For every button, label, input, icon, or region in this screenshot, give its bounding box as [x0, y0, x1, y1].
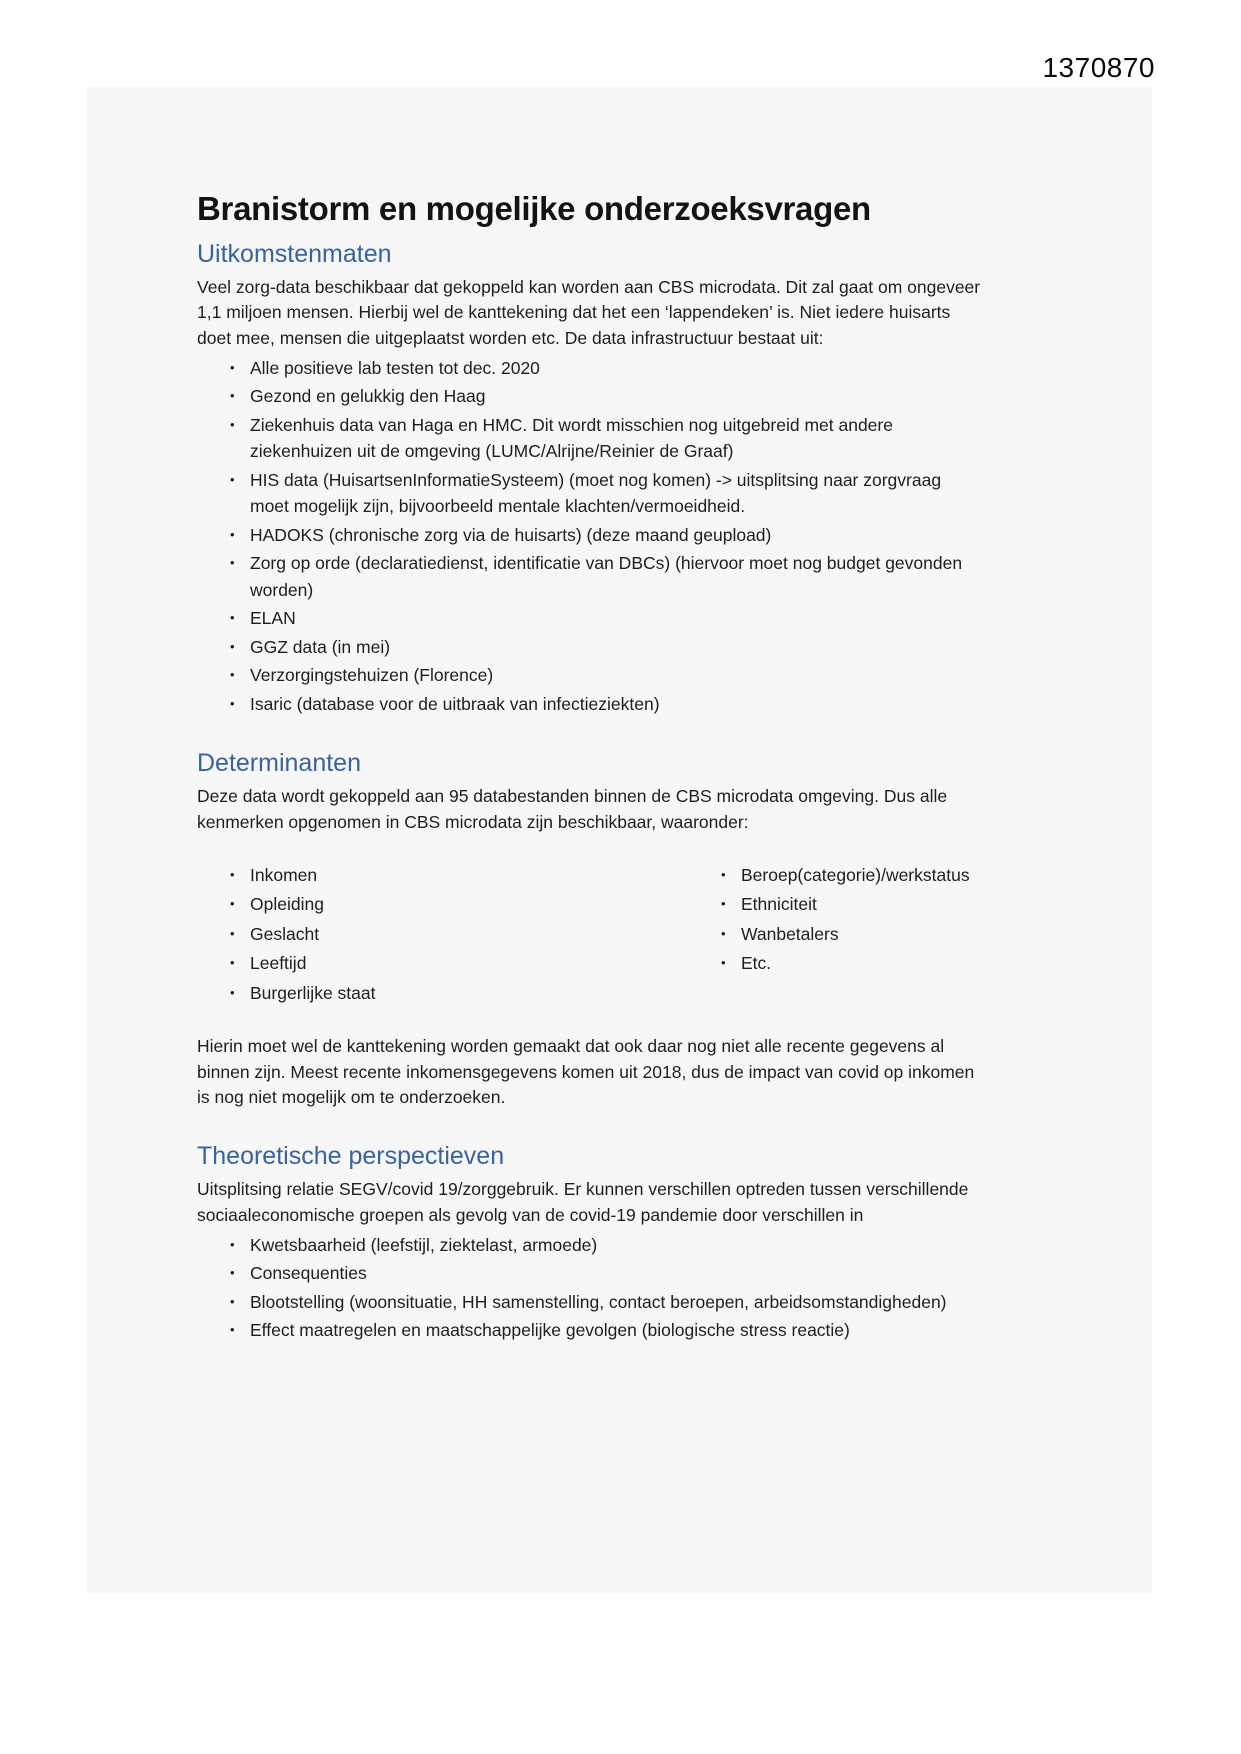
determinants-column-left	[197, 862, 688, 1010]
document-content	[197, 188, 1122, 1346]
list-item	[197, 383, 1122, 410]
list-item	[197, 522, 1122, 549]
bullet-icon: •	[230, 638, 235, 654]
bullet-list-uitkomstenmaten	[197, 355, 1122, 718]
list-item	[197, 891, 688, 918]
list-item	[688, 950, 1122, 977]
section-heading-theoretische-perspectieven: Theoretische perspectieven	[197, 1142, 505, 1171]
list-item-text: HIS data (HuisartsenInformatieSysteem) (moet nog komen) -> uitsplitsing naar zorgvraag moet mogelijk zijn, bijvoorbeeld mentale klachten/vermoeidheid.	[250, 469, 942, 517]
list-item	[197, 862, 688, 889]
paragraph-line: Deze data wordt gekoppeld aan 95 databestanden binnen de CBS microdata omgeving. Dus alle	[197, 786, 948, 807]
list-item	[197, 980, 688, 1007]
bullet-icon: •	[230, 1236, 235, 1252]
list-item-text: Consequenties	[250, 1263, 367, 1284]
list-item	[688, 921, 1122, 948]
bullet-icon: •	[230, 610, 235, 626]
bullet-icon: •	[721, 896, 726, 912]
bullet-icon: •	[230, 984, 235, 1000]
list-item-text: Alle positieve lab testen tot dec. 2020	[250, 357, 540, 378]
list-item-text: Zorg op orde (declaratiedienst, identificatie van DBCs) (hiervoor moet nog budget gevonden worden)	[250, 553, 963, 600]
list-item	[688, 862, 1122, 889]
bullet-icon: •	[230, 896, 235, 912]
paragraph-line: is nog niet mogelijk om te onderzoeken.	[197, 1087, 506, 1108]
paragraph-line: binnen zijn. Meest recente inkomensgegevens komen uit 2018, dus de impact van covid op inkomen	[197, 1061, 975, 1082]
paragraph-line: sociaaleconomische groepen als gevolg van de covid-19 pandemie door verschillen in	[197, 1204, 864, 1225]
paragraph-uitkomstenmaten	[197, 275, 1122, 351]
paragraph-line: Veel zorg-data beschikbaar dat gekoppeld kan worden aan CBS microdata. Dit zal gaat om ongeveer	[197, 277, 981, 297]
bullet-list-theoretische	[197, 1232, 1122, 1344]
list-item-text: Effect maatregelen en maatschappelijke gevolgen (biologische stress reactie)	[250, 1320, 850, 1341]
paragraph-line: 1,1 miljoen mensen. Hierbij wel de kanttekening dat het een ‘lappendeken’ is. Niet iedere huisarts	[197, 302, 951, 323]
bullet-icon: •	[721, 955, 726, 971]
paragraph-line: Hierin moet wel de kanttekening worden gemaakt dat ook daar nog niet alle recente gegevens al	[197, 1036, 945, 1057]
bullet-icon: •	[230, 471, 235, 487]
list-item	[197, 1289, 1122, 1316]
paragraph-theoretische	[197, 1177, 1122, 1228]
list-item-text: Isaric (database voor de uitbraak van infectieziekten)	[250, 693, 660, 714]
section-heading-uitkomstenmaten: Uitkomstenmaten	[197, 240, 392, 268]
paragraph-determinanten-closing	[197, 1034, 1122, 1110]
list-item	[197, 1317, 1122, 1344]
paragraph-line: kenmerken opgenomen in CBS microdata zijn beschikbaar, waaronder:	[197, 811, 749, 832]
list-item-text: ELAN	[250, 608, 296, 629]
list-item-text: HADOKS (chronische zorg via de huisarts) (deze maand geupload)	[250, 524, 772, 545]
bullet-icon: •	[230, 866, 235, 882]
list-item-text: Inkomen	[250, 864, 318, 885]
bullet-icon: •	[230, 555, 235, 571]
list-item-text: Leeftijd	[250, 953, 307, 974]
page-title: Branistorm en mogelijke onderzoeksvragen	[197, 190, 871, 227]
bullet-icon: •	[230, 925, 235, 941]
bullet-icon: •	[721, 925, 726, 941]
list-item	[197, 355, 1122, 382]
paragraph-line: doet mee, mensen die uitgeplaatst worden etc. De data infrastructuur bestaat uit:	[197, 327, 824, 348]
paragraph-determinanten	[197, 784, 1122, 835]
list-item	[197, 662, 1122, 689]
list-item	[688, 891, 1122, 918]
bullet-icon: •	[230, 1265, 235, 1281]
determinants-column-right	[688, 862, 1122, 1010]
paragraph-line: Uitsplitsing relatie SEGV/covid 19/zorggebruik. Er kunnen verschillen optreden tussen verschillende	[197, 1179, 969, 1200]
list-item	[197, 467, 1122, 520]
list-item-text: Ziekenhuis data van Haga en HMC. Dit wordt misschien nog uitgebreid met andere ziekenhuizen uit de omgeving (LUMC/Alrijne/Reinier de Graaf)	[250, 414, 893, 462]
list-item-text: Etc.	[741, 953, 772, 974]
list-item-text: Blootstelling (woonsituatie, HH samenstelling, contact beroepen, arbeidsomstandigheden)	[250, 1291, 947, 1312]
section-heading-determinanten: Determinanten	[197, 749, 361, 778]
list-item	[197, 921, 688, 948]
list-item	[197, 412, 1122, 465]
list-item	[197, 1260, 1122, 1287]
bullet-icon: •	[230, 359, 235, 375]
list-item-text: Ethniciteit	[741, 894, 817, 915]
bullet-icon: •	[230, 955, 235, 971]
bullet-icon: •	[721, 866, 726, 882]
list-item-text: Burgerlijke staat	[250, 982, 376, 1003]
list-item	[197, 1232, 1122, 1259]
bullet-icon: •	[230, 416, 235, 432]
list-item	[197, 605, 1122, 632]
determinants-columns	[197, 862, 1122, 1010]
list-item-text: Gezond en gelukkig den Haag	[250, 386, 486, 407]
list-item-text: Beroep(categorie)/werkstatus	[741, 864, 970, 885]
list-item-text: Verzorgingstehuizen (Florence)	[250, 665, 494, 686]
list-item-text: Wanbetalers	[741, 923, 839, 944]
list-item	[197, 634, 1122, 661]
bullet-icon: •	[230, 667, 235, 683]
list-item-text: Geslacht	[250, 923, 320, 944]
bullet-icon: •	[230, 1293, 235, 1309]
list-item-text: Kwetsbaarheid (leefstijl, ziektelast, armoede)	[250, 1234, 598, 1255]
list-item-text: GGZ data (in mei)	[250, 636, 391, 657]
list-item-text: Opleiding	[250, 894, 324, 915]
list-item	[197, 550, 1122, 603]
bullet-icon: •	[230, 526, 235, 542]
list-item	[197, 691, 1122, 718]
bullet-icon: •	[230, 1322, 235, 1338]
bullet-icon: •	[230, 388, 235, 404]
document-number: 1370870	[1042, 52, 1155, 83]
list-item	[197, 950, 688, 977]
bullet-icon: •	[230, 695, 235, 711]
